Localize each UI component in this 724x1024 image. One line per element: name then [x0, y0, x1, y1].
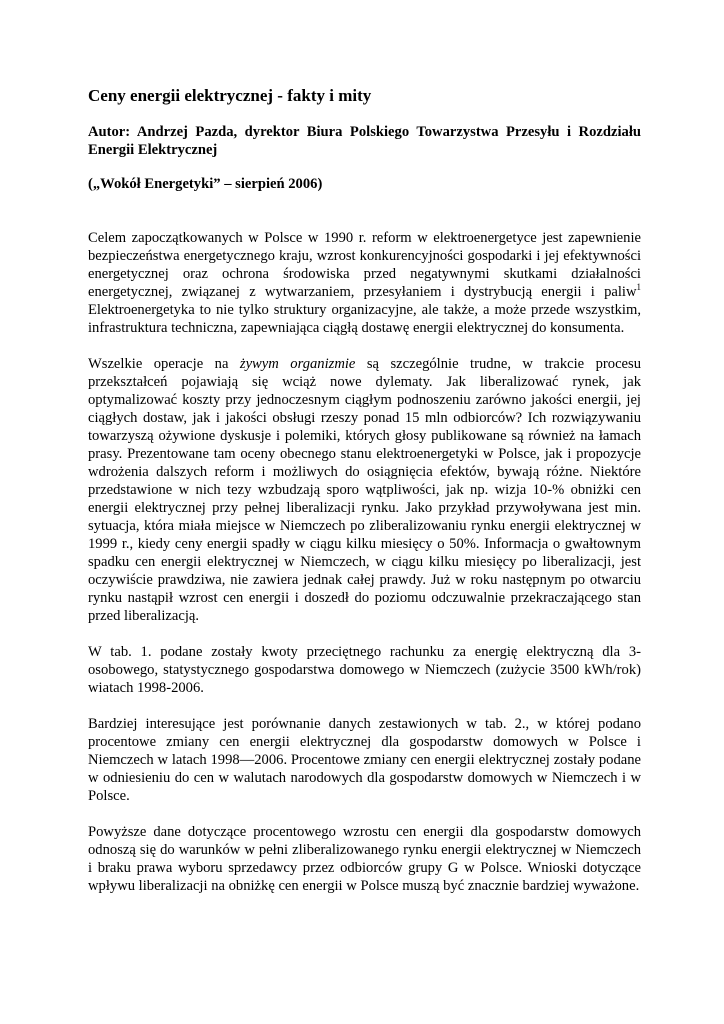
page-title: Ceny energii elektrycznej - fakty i mity: [88, 86, 372, 105]
paragraph-reforms-lead: Wszelkie operacje na: [88, 356, 240, 372]
paragraph-table-1: W tab. 1. podane zostały kwoty przeciętnego rachunku za energię elektryczną dla 3-osobowego, statystycznego gospodarstwa domowego w Niemczech (zużycie 3500 kWh/rok) wiatach 1998-2006.: [88, 644, 641, 696]
author-line: Autor: Andrzej Pazda, dyrektor Biura Polskiego Towarzystwa Przesyłu i Rozdziału Energii Elektrycznej: [88, 124, 641, 158]
article-body: [88, 86, 641, 913]
paragraph-table-2: Bardziej interesujące jest porównanie danych zestawionych w tab. 2., w której podano procentowe zmiany cen energii elektrycznej dla gospodarstw domowych w Polsce i Niemczech w latach 1998—2006. Procentowe zmiany cen energii elektrycznej zostały podane w odniesieniu do cen w walutach narodowych dla gospodarstw domowych w Niemczech i w Polsce.: [88, 716, 641, 804]
paragraph-reforms-body: są szczególnie trudne, w trakcie procesu przekształceń pojawiają się wciąż nowe dylematy. Jak liberalizować rynek, jak optymalizować koszty przy jednoczesnym ciągłym podnoszeniu zarówno jakości energii, jej ciągłych dostaw, jak i jakości obsługi rzeszy ponad 15 mln odbiorców? Ich rozwiązywaniu towarzyszą ożywione dyskusje i polemiki, których głosy publikowane są również na łamach prasy. Prezentowane tam oceny obecnego stanu elektroenergetyki w Polsce, jak i propozycje wdrożenia dalszych reform i możliwych do osiągnięcia efektów, bywają różne. Niektóre przedstawione w nich tezy wzbudzają sporo wątpliwości, jak np. wizja 10-% obniżki cen energii elektrycznej przy pełnej liberalizacji rynku. Jako przykład przywoływana jest min. sytuacja, która miała miejsce w Niemczech po zliberalizowaniu rynku energii elektrycznej w 1999 r., kiedy ceny energii spadły w ciągu kilku miesięcy o 50%. Informacja o gwałtownym spadku cen energii elektrycznej w Niemczech, w ciągu kilku miesięcy po liberalizacji, jest oczywiście prawdziwa, nie zawiera jednak całej prawdy. Już w roku następnym po otwarciu rynku nastąpił wzrost cen energii i doszedł do poziomu odczuwalnie przekraczającego stan przed liberalizacją.: [88, 356, 641, 624]
source-line: („Wokół Energetyki” – sierpień 2006): [88, 176, 323, 192]
paragraph-reforms: [88, 355, 641, 625]
paragraph-intro-text: Celem zapoczątkowanych w Polsce w 1990 r. reform w elektroenergetyce jest zapewnienie bezpieczeństwa energetycznego kraju, wzrost konkurencyjności gospodarki i jej efektywności energetycznej oraz ochrona środowiska przed negatywnymi skutkami działalności energetycznej, związanej z wytwarzaniem, przesyłaniem i dystrybucją energii i paliw: [88, 230, 641, 300]
paragraph-conclusion: Powyższe dane dotyczące procentowego wzrostu cen energii dla gospodarstw domowych odnoszą się do warunków w pełni zliberalizowanego rynku energii elektrycznej w Niemczech i braku prawa wyboru sprzedawcy przez odbiorców grupy G w Polsce. Wnioski dotyczące wpływu liberalizacji na obniżkę cen energii w Polsce muszą być znacznie bardziej wyważone.: [88, 824, 641, 894]
paragraph-reforms-emphasis: żywym organizmie: [239, 356, 356, 372]
footnote-marker: 1: [636, 282, 641, 293]
paragraph-intro: [88, 229, 641, 337]
paragraph-intro-text-continued: Elektroenergetyka to nie tylko struktury organizacyjne, ale także, a może przede wszystkim, infrastruktura techniczna, zapewniająca ciągłą dostawę energii elektrycznej do konsumenta.: [88, 302, 641, 336]
